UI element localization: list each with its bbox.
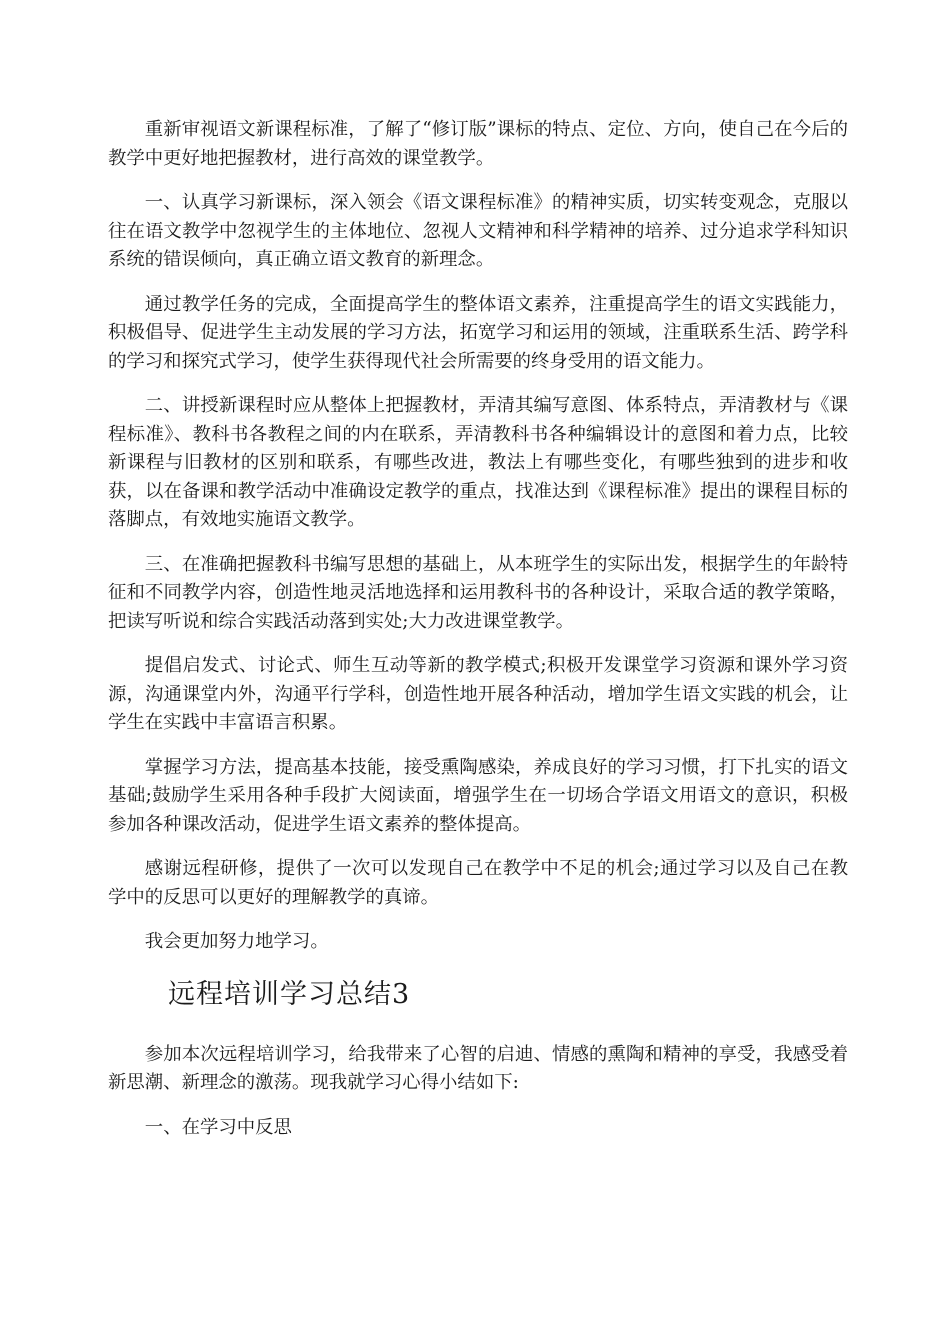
paragraph-11: 一、在学习中反思 [144,1116,292,1138]
paragraph-5: 三、在准确把握教科书编写思想的基础上，从本班学生的实际出发，根据学生的年龄特征和不同教学内容，创造性地灵活地选择和运用教科书的各种设计，采取合适的教学策略，把读写听说和综合实践活动落到实处;大力改进课堂教学。 [108,553,848,632]
paragraph-8: 感谢远程研修，提供了一次可以发现自己在教学中不足的机会;通过学习以及自己在教学中的反思可以更好的理解教学的真谛。 [108,858,848,908]
paragraph-3: 通过教学任务的完成，全面提高学生的整体语文素养，注重提高学生的语文实践能力，积极倡导、促进学生主动发展的学习方法，拓宽学习和运用的领域，注重联系生活、跨学科的学习和探究式学习，使学生获得现代社会所需要的终身受用的语文能力。 [108,293,848,372]
paragraph-6: 提倡启发式、讨论式、师生互动等新的教学模式;积极开发课堂学习资源和课外学习资源，沟通课堂内外，沟通平行学科，创造性地开展各种活动，增加学生语文实践的机会，让学生在实践中丰富语言积累。 [108,655,848,733]
paragraph-1: 重新审视语文新课程标准，了解了“修订版”课标的特点、定位、方向，使自己在今后的教学中更好地把握教材，进行高效的课堂教学。 [108,119,848,169]
document-page [108,116,848,1158]
section-title: 远程培训学习总结3 [168,978,411,1010]
paragraph-9: 我会更加努力地学习。 [144,931,329,952]
paragraph-2: 一、认真学习新课标，深入领会《语文课程标准》的精神实质，切实转变观念，克服以往在语文教学中忽视学生的主体地位、忽视人文精神和科学精神的培养、过分追求学科知识系统的错误倾向，真正确立语文教育的新理念。 [108,192,848,270]
paragraph-4: 二、讲授新课程时应从整体上把握教材，弄清其编写意图、体系特点，弄清教材与《课程标准》、教科书各教程之间的内在联系，弄清教科书各种编辑设计的意图和着力点，比较新课程与旧教材的区别和联系，有哪些改进，教法上有哪些变化，有哪些独到的进步和收获，以在备课和教学活动中准确设定教学的重点，找准达到《课程标准》提出的课程目标的落脚点，有效地实施语文教学。 [108,395,848,530]
paragraph-7: 掌握学习方法，提高基本技能，接受熏陶感染，养成良好的学习习惯，打下扎实的语文基础;鼓励学生采用各种手段扩大阅读面，增强学生在一切场合学语文用语文的意识，积极参加各种课改活动，促进学生语文素养的整体提高。 [108,756,848,835]
paragraph-10: 参加本次远程培训学习，给我带来了心智的启迪、情感的熏陶和精神的享受，我感受着新思潮、新理念的激荡。现我就学习心得小结如下: [108,1043,848,1093]
